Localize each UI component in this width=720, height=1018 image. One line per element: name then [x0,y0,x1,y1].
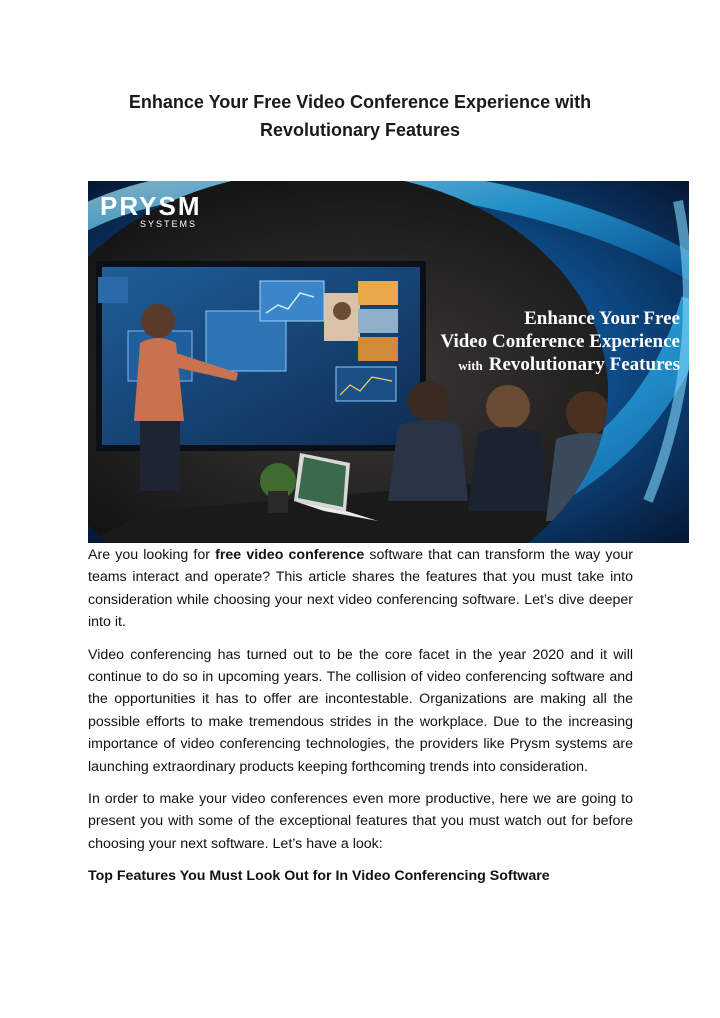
hero-headline-with: with [458,358,483,373]
page-title: Enhance Your Free Video Conference Experience with Revolutionary Features [128,92,592,140]
intro-text-end: software that can transform the way your teams interact and operate? This article shares the features that you must take into consideration while choosing your next video conferencing software. Let’s dive deeper into it. [88,547,633,631]
hero-headline-features: Revolutionary Features [488,354,680,375]
article-body [88,544,633,898]
hero-headline-line-3 [458,354,680,375]
hero-headline-line-1: Enhance Your Free [524,308,680,329]
body-paragraph: Video conferencing has turned out to be the core facet in the year 2020 and it will continue to do so in upcoming years. The collision of video conferencing software and the opportunities it has to offer are incontestable. Organizations are making all the possible efforts to make tremendous strides in the workplace. Due to the increasing importance of video conferencing technologies, the providers like Prysm systems are launching extraordinary products keeping forthcoming trends into consideration. [88,646,633,775]
intro-text-start: Are you looking for [88,547,216,563]
section-heading: Top Features You Must Look Out for In Video Conferencing Software [88,868,550,885]
prysm-logo-sub: SYSTEMS [140,219,198,229]
hero-headline-line-2: Video Conference Experience [440,331,680,352]
prysm-logo: PRYSM [100,191,202,221]
body-paragraph: In order to make your video conferences even more productive, here we are going to present you with some of the exceptional features that you must watch out for before choosing your next software. Let’s have a look: [88,791,633,852]
intro-paragraph [88,544,633,634]
intro-bold-link: free video conference [215,547,365,563]
hero-image [88,181,689,543]
